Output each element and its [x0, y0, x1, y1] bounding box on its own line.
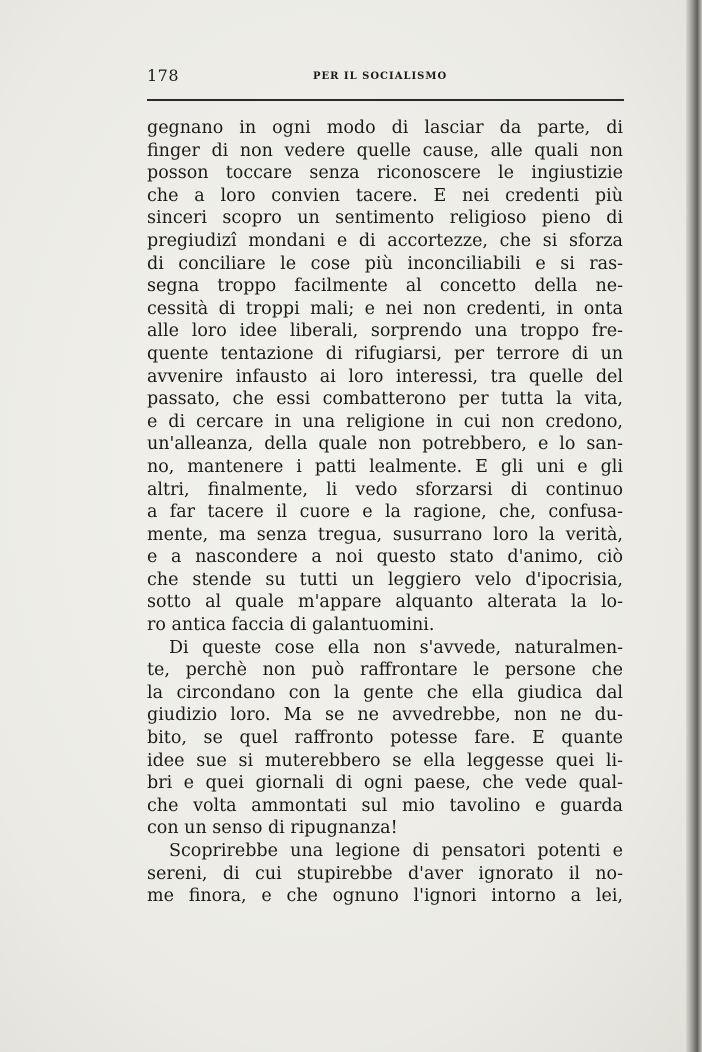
page-edge-shadow [686, 0, 702, 1052]
text-line: e a nascondere a noi questo stato d'animo, ciò [147, 547, 623, 568]
text-line: e di cercare in una religione in cui non credono, [147, 411, 623, 432]
text-line: gegnano in ogni modo di lasciar da parte, di [147, 118, 623, 138]
text-line: che stende su tutti un leggiero velo d'ipocrisia, [147, 569, 623, 590]
text-line: Scoprirebbe una legione di pensatori potenti e [169, 841, 623, 861]
text-line: me finora, e che ognuno l'ignori intorno a lei, [147, 886, 623, 907]
header-rule [147, 99, 624, 101]
body-text [147, 117, 623, 908]
text-line: avvenire infausto ai loro interessi, tra quelle del [147, 366, 623, 387]
text-line: un'alleanza, della quale non potrebbero, e lo san- [147, 434, 623, 455]
text-line: Di queste cose ella non s'avvede, naturalmen- [169, 637, 623, 658]
page-header [147, 66, 623, 96]
text-line: che volta ammontati sul mio tavolino e guarda [147, 795, 623, 816]
text-line: alle loro idee liberali, sorprendo una troppo fre- [147, 321, 623, 342]
text-line: con un senso di ripugnanza! [147, 818, 398, 839]
text-line: no, mantenere i patti lealmente. E gli uni e gli [147, 456, 623, 477]
text-line: te, perchè non può raffrontare le persone che [147, 660, 623, 681]
text-line: ro antica faccia di galantuomini. [147, 615, 435, 636]
running-title: PER IL SOCIALISMO [313, 71, 448, 82]
text-line: sotto al quale m'appare alquanto alterata la lo- [147, 592, 623, 613]
text-line: mente, ma senza tregua, susurrano loro la verità, [147, 524, 623, 545]
text-line: posson toccare senza riconoscere le ingiustizie [147, 163, 623, 184]
page-number: 178 [147, 66, 180, 85]
text-line: quente tentazione di rifugiarsi, per terrore di un [147, 343, 623, 364]
text-line: sinceri scopro un sentimento religioso pieno di [147, 208, 623, 229]
text-line: finger di non vedere quelle cause, alle quali non [147, 140, 623, 161]
text-line: segna troppo facilmente al concetto della ne- [147, 276, 623, 297]
text-line: bito, se quel raffronto potesse fare. E quante [147, 728, 623, 749]
text-line: altri, finalmente, li vedo sforzarsi di continuo [147, 479, 623, 500]
text-line: pregiudizî mondani e di accortezze, che si sforza [147, 230, 623, 251]
text-line: passato, che essi combatterono per tutta la vita, [147, 389, 623, 410]
text-line: giudizio loro. Ma se ne avvedrebbe, non ne du- [147, 705, 623, 726]
text-line: di conciliare le cose più inconciliabili e si ras- [147, 253, 623, 274]
text-line: a far tacere il cuore e la ragione, che, confusa- [147, 502, 623, 523]
text-line: idee sue si muterebbero se ella leggesse quei li- [147, 750, 623, 771]
text-line: la circondano con la gente che ella giudica dal [147, 682, 623, 703]
text-line: cessità di troppi mali; e nei non credenti, in onta [147, 298, 623, 319]
text-line: bri e quei giornali di ogni paese, che vede qual- [147, 773, 623, 794]
text-line: che a loro convien tacere. E nei credenti più [147, 185, 623, 206]
text-line: sereni, di cui stupirebbe d'aver ignorato il no- [147, 863, 623, 884]
